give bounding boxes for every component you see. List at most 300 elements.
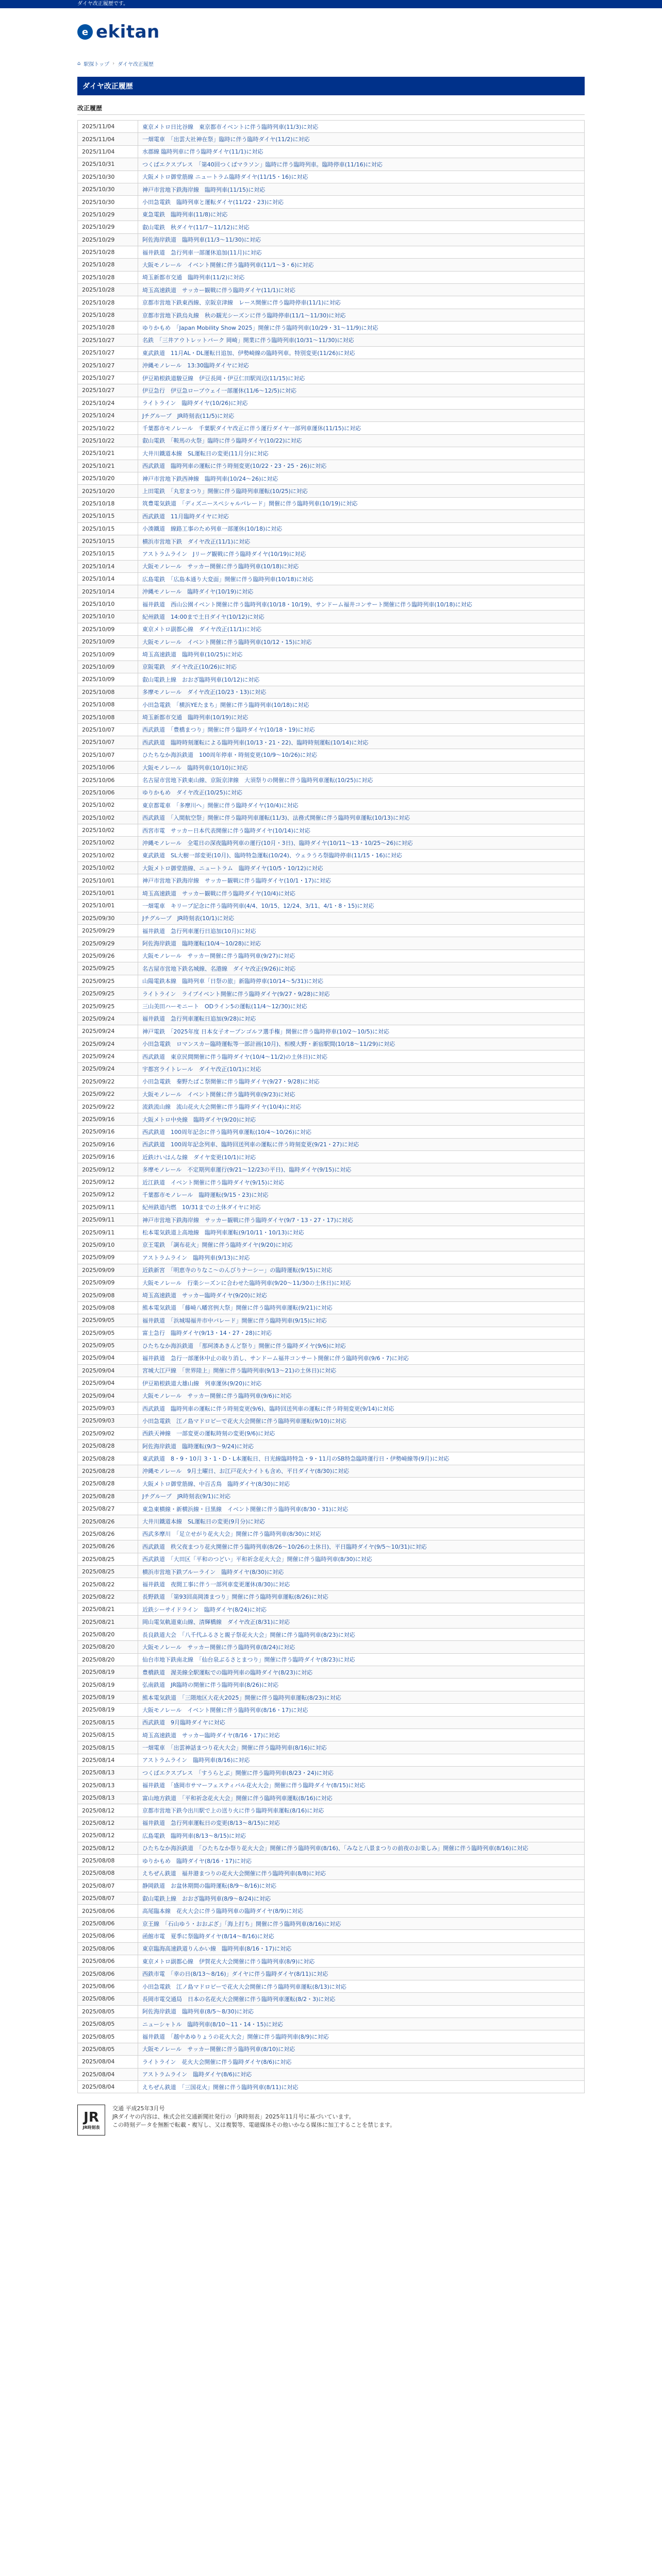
table-row [78, 1515, 585, 1528]
update-description: 紀州鉄道 14:00まで土日ダイヤ(10/12)に対応 [138, 611, 585, 623]
table-row [78, 1075, 585, 1088]
table-row [78, 434, 585, 447]
update-date: 2025/09/04 [78, 1352, 138, 1364]
update-date: 2025/10/29 [78, 221, 138, 233]
table-row [78, 133, 585, 145]
table-row [78, 1955, 585, 1968]
update-date: 2025/08/06 [78, 1917, 138, 1929]
update-description: 福井鉄道 「盛岡市サマーフェスティバル花火大会」開催に伴う臨時ダイヤ(8/15)に対応 [138, 1779, 585, 1791]
update-description: 伊豆急行 伊豆急ロープウェイ一部運休(11/6〜12/5)に対応 [138, 384, 585, 397]
table-row [78, 321, 585, 334]
update-date: 2025/08/19 [78, 1679, 138, 1691]
update-description: 長野鉄道 「第93回高岡湊まつり」開催に伴う臨時列車運転(8/26)に対応 [138, 1590, 585, 1603]
update-date: 2025/09/24 [78, 1025, 138, 1038]
update-description: 神戸市営地下鉄海岸線 サッカー観戦に伴う臨時ダイヤ(10/1・17)に対応 [138, 874, 585, 887]
update-date: 2025/09/12 [78, 1163, 138, 1176]
update-date: 2025/08/12 [78, 1817, 138, 1829]
table-row [78, 1540, 585, 1553]
update-description: 東京メトロ日比谷線 東京都市イベントに伴う臨時列車(11/3)に対応 [138, 121, 585, 133]
table-row [78, 1980, 585, 1992]
update-date: 2025/11/04 [78, 133, 138, 145]
update-date: 2025/10/15 [78, 522, 138, 535]
update-date: 2025/10/15 [78, 548, 138, 560]
table-row [78, 1892, 585, 1905]
update-date: 2025/10/01 [78, 887, 138, 899]
update-description: アストラムライン Jリーグ観戦に伴う臨時ダイヤ(10/19)に対応 [138, 548, 585, 560]
page-title: ダイヤ改正履歴 [77, 77, 585, 95]
table-row [78, 1679, 585, 1691]
update-date: 2025/09/11 [78, 1226, 138, 1239]
table-row [78, 799, 585, 811]
update-description: えちぜん鉄道 福井港まつりの花火大会開催に伴う臨時列車(8/8)に対応 [138, 1867, 585, 1879]
update-description: 東武鉄道 11月AL・DL運転日追加、伊勢崎線の臨時列車。特別変更(11/26)に対応 [138, 347, 585, 359]
update-date: 2025/08/13 [78, 1791, 138, 1804]
table-row [78, 296, 585, 309]
update-date: 2025/10/28 [78, 284, 138, 296]
home-icon: ⌂ [77, 61, 81, 66]
table-row [78, 1100, 585, 1113]
update-description: 大阪モノレール イベント開催に伴う臨時列車(10/12・15)に対応 [138, 636, 585, 648]
table-row [78, 1465, 585, 1477]
update-description: 西武鉄道 臨時時刻運転による臨時列車(10/13・21・22)、臨時時刻運転(10/14)に対応 [138, 736, 585, 749]
update-date: 2025/10/01 [78, 900, 138, 912]
table-row [78, 2068, 585, 2080]
update-date: 2025/09/22 [78, 1088, 138, 1100]
table-row [78, 786, 585, 799]
table-row [78, 1415, 585, 1427]
update-date: 2025/10/08 [78, 698, 138, 710]
update-date: 2025/08/12 [78, 1804, 138, 1817]
table-row [78, 1063, 585, 1075]
update-date: 2025/10/02 [78, 862, 138, 874]
data-notice [77, 2105, 585, 2136]
update-date: 2025/10/02 [78, 824, 138, 836]
update-description: 叡山電鉄上線 おおざ臨時列車(10/12)に対応 [138, 673, 585, 686]
update-date: 2025/10/02 [78, 837, 138, 849]
site-header [0, 8, 662, 56]
table-row [78, 158, 585, 171]
update-date: 2025/10/06 [78, 786, 138, 799]
table-row [78, 233, 585, 246]
table-row [78, 121, 585, 133]
update-description: 福井鉄道 急行列車運行日追加(10月)に対応 [138, 925, 585, 937]
table-row [78, 1553, 585, 1565]
update-date: 2025/09/25 [78, 975, 138, 987]
section-title: 改正履歴 [77, 104, 585, 115]
update-description: 長良鉄道大会 「八千代ふるさと親子祭花火大会」開催に伴う臨時列車(8/23)に対応 [138, 1628, 585, 1640]
table-row [78, 522, 585, 535]
site-logo[interactable] [77, 22, 160, 42]
table-row [78, 221, 585, 233]
table-row [78, 485, 585, 497]
table-row [78, 925, 585, 937]
table-row [78, 2030, 585, 2043]
update-description: 千葉都市モノレール 臨時運転(9/15・23)に対応 [138, 1189, 585, 1201]
update-description: 埼玉高速鉄道 サッカー臨時ダイヤ(8/16・17)に対応 [138, 1729, 585, 1741]
jr-logo-sub: JR時刻表 [82, 2125, 100, 2130]
table-row [78, 1276, 585, 1289]
jr-logo-main: JR [84, 2109, 99, 2125]
update-date: 2025/10/09 [78, 623, 138, 635]
update-date: 2025/10/09 [78, 673, 138, 686]
update-date: 2025/08/26 [78, 1515, 138, 1528]
update-description: 筑豊電気鉄道 「ディズニースペシャルパレード」開催に伴う臨時列車(10/19)に対応 [138, 497, 585, 510]
update-date: 2025/09/16 [78, 1113, 138, 1125]
table-row [78, 686, 585, 698]
update-description: ひたちなか海浜鉄道 「ひたちなか祭り花火大会」開催に伴う臨時列車(8/16)、「みなと八景まつりの前夜のお楽しみ」開催に伴う臨時列車(8/16)に対応 [138, 1842, 585, 1854]
update-date: 2025/09/25 [78, 987, 138, 999]
update-date: 2025/08/12 [78, 1842, 138, 1854]
table-row [78, 1905, 585, 1917]
update-description: 西武多摩川 「足立せがり花火大会」開催に伴う臨時列車(8/30)に対応 [138, 1528, 585, 1540]
update-date: 2025/08/19 [78, 1666, 138, 1679]
update-description: 富山地方鉄道 「平和祈念花火大会」開催に伴う臨時列車運転(8/16)に対応 [138, 1791, 585, 1804]
top-announcement-text: ダイヤ改正履歴です。 [77, 1, 128, 7]
update-date: 2025/08/06 [78, 1905, 138, 1917]
update-date: 2025/10/10 [78, 611, 138, 623]
update-description: 叡山電鉄 「鞍馬の火祭」臨時に伴う臨時ダイヤ(10/22)に対応 [138, 434, 585, 447]
table-row [78, 1490, 585, 1502]
update-description: 広島電鉄 臨時列車(8/13〜8/15)に対応 [138, 1829, 585, 1842]
update-date: 2025/10/02 [78, 811, 138, 824]
table-row [78, 673, 585, 686]
table-row [78, 2056, 585, 2068]
update-date: 2025/10/15 [78, 535, 138, 547]
jr-logo [77, 2105, 105, 2136]
update-description: 埼玉高速鉄道 サッカー臨時ダイヤ(9/20)に対応 [138, 1289, 585, 1301]
update-description: 東急電鉄 臨時列車(11/8)に対応 [138, 208, 585, 221]
update-description: 豊橋鉄道 渥美線全駅運転での臨時列車の臨時ダイヤ(8/23)に対応 [138, 1666, 585, 1679]
update-description: 熊本電気鉄道 「三隈地区大花火2025」開催に伴う臨時列車運転(8/23)に対応 [138, 1691, 585, 1703]
table-row [78, 711, 585, 723]
update-description: 大阪モノレール サッカー開催に伴う臨時列車(8/24)に対応 [138, 1641, 585, 1653]
table-row [78, 1327, 585, 1339]
table-row [78, 145, 585, 158]
update-description: 函館市電 夏季に祭臨時ダイヤ(8/14〜8/16)に対応 [138, 1930, 585, 1942]
table-row [78, 1289, 585, 1301]
update-date: 2025/08/27 [78, 1502, 138, 1515]
table-row [78, 975, 585, 987]
update-date: 2025/08/28 [78, 1465, 138, 1477]
table-row [78, 1578, 585, 1590]
update-description: 近鉄けいはんな線 ダイヤ変更(10/1)に対応 [138, 1151, 585, 1163]
table-row [78, 259, 585, 271]
update-date: 2025/10/28 [78, 296, 138, 309]
update-description: 多摩モノレール ダイヤ改正(10/23・13)に対応 [138, 686, 585, 698]
table-row [78, 862, 585, 874]
update-description: アストラムライン 臨時列車(8/16)に対応 [138, 1754, 585, 1766]
table-row [78, 1163, 585, 1176]
update-description: 埼玉高速鉄道 臨時列車(10/25)に対応 [138, 648, 585, 660]
table-row [78, 1716, 585, 1728]
update-description: 一畑電車 「出雲大社神在祭」臨時に伴う臨時ダイヤ(11/2)に対応 [138, 133, 585, 145]
table-row [78, 937, 585, 950]
table-row [78, 1779, 585, 1791]
update-description: 大阪モノレール 行楽シーズンに合わせた臨時列車(9/20〜11/30の土休日)に対応 [138, 1276, 585, 1289]
table-row [78, 1854, 585, 1867]
update-date: 2025/10/28 [78, 271, 138, 283]
table-row [78, 334, 585, 346]
update-date: 2025/09/22 [78, 1075, 138, 1088]
update-description: 大阪モノレール イベント開催に伴う臨時列車(11/1〜3・6)に対応 [138, 259, 585, 271]
table-row [78, 1767, 585, 1779]
update-date: 2025/10/14 [78, 585, 138, 598]
update-description: 小田急電鉄 江ノ島マドロピーで花火大会開催に伴う臨時列車運転(9/10)に対応 [138, 1415, 585, 1427]
update-date: 2025/08/06 [78, 1955, 138, 1968]
update-date: 2025/09/05 [78, 1339, 138, 1351]
update-date: 2025/10/10 [78, 598, 138, 610]
update-date: 2025/09/11 [78, 1213, 138, 1226]
update-date: 2025/08/04 [78, 2056, 138, 2068]
update-date: 2025/09/24 [78, 1038, 138, 1050]
table-row [78, 736, 585, 749]
update-date: 2025/08/20 [78, 1628, 138, 1640]
update-description: 神戸市営地下鉄海岸線 臨時列車(11/15)に対応 [138, 183, 585, 195]
update-date: 2025/08/05 [78, 2005, 138, 2018]
update-description: 福井鉄道 「越中あゆりょうの花火大会」開催に伴う臨時列車(8/9)に対応 [138, 2030, 585, 2043]
update-date: 2025/09/16 [78, 1138, 138, 1150]
update-date: 2025/09/24 [78, 1063, 138, 1075]
table-row [78, 2043, 585, 2055]
table-row [78, 1113, 585, 1125]
table-row [78, 1968, 585, 1980]
table-row [78, 1050, 585, 1062]
update-description: 近江鉄道 イベント開催に伴う臨時ダイヤ(9/15)に対応 [138, 1176, 585, 1188]
update-date: 2025/08/05 [78, 2043, 138, 2055]
update-date: 2025/08/07 [78, 1879, 138, 1892]
notice-line: JRダイヤの内容は、株式会社交通新聞社発行の「JR時刻表」2025年11月号に基づいています。 [112, 2113, 355, 2121]
update-description: 神戸市営地下鉄海岸線 サッカー観戦に伴う臨時ダイヤ(9/7・13・27・17)に対応 [138, 1213, 585, 1226]
update-description: 西武鉄道 「豊橋まつり」開催に伴う臨時ダイヤ(10/18・19)に対応 [138, 723, 585, 736]
update-description: ゆりかもめ ダイヤ改正(10/25)に対応 [138, 786, 585, 799]
update-date: 2025/10/07 [78, 736, 138, 749]
table-row [78, 912, 585, 924]
table-row [78, 698, 585, 710]
table-row [78, 824, 585, 836]
update-date: 2025/10/28 [78, 246, 138, 258]
update-date: 2025/08/15 [78, 1729, 138, 1741]
update-description: 埼玉高速鉄道 サッカー観戦に伴う臨時ダイヤ(10/4)に対応 [138, 887, 585, 899]
table-row [78, 510, 585, 522]
table-row [78, 874, 585, 887]
update-description: 東京メトロ副都心線 ダイヤ改正(11/1)に対応 [138, 623, 585, 635]
update-description: 大阪モノレール イベント開催に伴う臨時列車(8/16・17)に対応 [138, 1704, 585, 1716]
update-date: 2025/10/27 [78, 334, 138, 346]
update-description: 東京メトロ副都心線 伊賀花火大会開催に伴う臨時列車(8/9)に対応 [138, 1955, 585, 1968]
table-row [78, 1301, 585, 1314]
update-description: 西鉄天神線 一部変更の運転時刻の変更(9/6)に対応 [138, 1427, 585, 1439]
update-date: 2025/09/26 [78, 950, 138, 962]
update-description: 大阪モノレール イベント開催に伴う臨時列車(9/23)に対応 [138, 1088, 585, 1100]
update-description: ひたちなか海浜鉄道 100周年停車・時刻変更(10/9〜10/26)に対応 [138, 749, 585, 761]
update-description: 高尾臨本線 花火大会に伴う臨時列車の臨時ダイヤ(8/9)に対応 [138, 1905, 585, 1917]
update-description: つくばエクスプレス 「すうらとぶ」開催に伴う臨時列車(8/23・24)に対応 [138, 1767, 585, 1779]
update-date: 2025/09/16 [78, 1126, 138, 1138]
update-description: 大阪メトロ御堂筋線、ニュートラム 臨時ダイヤ(10/5・10/12)に対応 [138, 862, 585, 874]
update-description: 京都市営地下鉄烏丸線 秋の観光シーズンに伴う臨時停車(11/1〜11/30)に対応 [138, 309, 585, 321]
update-description: 名古屋市営地下鉄東山線、京阪京津線 大須祭りの開催に伴う臨時列車運転(10/25)に対応 [138, 774, 585, 786]
update-description: 埼玉高速鉄道 サッカー観戦に伴う臨時ダイヤ(11/1)に対応 [138, 284, 585, 296]
logo-text: ekitan [96, 22, 160, 42]
update-description: 叡山電鉄 秋ダイヤ(11/7〜11/12)に対応 [138, 221, 585, 233]
update-date: 2025/08/28 [78, 1490, 138, 1502]
update-date: 2025/09/29 [78, 925, 138, 937]
table-row [78, 1502, 585, 1515]
table-row [78, 1213, 585, 1226]
update-description: 京都市営地下鉄東西線、京阪京津線 レース開催に伴う臨時停車(11/1)に対応 [138, 296, 585, 309]
table-row [78, 573, 585, 585]
update-description: 西鉄市電 「幸の日(8/13〜8/16)」ダイヤに伴う臨時ダイヤ(8/11)に対応 [138, 1968, 585, 1980]
update-description: 埼玉新都市交通 臨時列車(10/19)に対応 [138, 711, 585, 723]
update-description: 弘南鉄道 JR臨時の開催に伴う臨時列車(8/26)に対応 [138, 1679, 585, 1691]
update-description: ライトライン 花火大会開催に伴う臨時ダイヤ(8/6)に対応 [138, 2056, 585, 2068]
update-description: 大阪モノレール サッカー開催に伴う臨時列車(9/27)に対応 [138, 950, 585, 962]
update-date: 2025/09/16 [78, 1151, 138, 1163]
update-description: 小田急電鉄 臨時列車と運転ダイヤ(11/22・23)に対応 [138, 196, 585, 208]
update-date: 2025/10/28 [78, 309, 138, 321]
update-description: 東京都電車 「多摩川へ」開催に伴う臨時ダイヤ(10/4)に対応 [138, 799, 585, 811]
update-description: 沖縄モノレール 9月土曜日、お江戸花火ナイトも含め、平日ダイヤ(8/30)に対応 [138, 1465, 585, 1477]
table-row [78, 271, 585, 283]
table-row [78, 1389, 585, 1402]
table-row [78, 1189, 585, 1201]
table-row [78, 472, 585, 484]
update-date: 2025/10/27 [78, 371, 138, 384]
update-date: 2025/08/28 [78, 1478, 138, 1490]
table-row [78, 183, 585, 195]
update-date: 2025/08/08 [78, 1854, 138, 1867]
table-row [78, 1741, 585, 1754]
update-description: 東急東横線・新横浜線・目黒線 イベント開催に伴う臨時列車(8/30・31)に対応 [138, 1502, 585, 1515]
logo-mark-icon: e [77, 24, 93, 40]
update-description: 阿佐海岸鉄道 臨時列車(8/5〜8/30)に対応 [138, 2005, 585, 2018]
update-date: 2025/10/27 [78, 359, 138, 371]
update-date: 2025/08/05 [78, 2018, 138, 2030]
table-row [78, 1478, 585, 1490]
update-description: ニューシャトル 臨時列車(8/10〜11・14・15)に対応 [138, 2018, 585, 2030]
update-description: 宮城大江戸線 「世界陸上」開催に伴う臨時列車(9/13〜21)の土休日)に対応 [138, 1364, 585, 1377]
table-row [78, 1691, 585, 1703]
update-description: 名鉄 「三井アウトレットパーク 岡崎」開業に伴う臨時列車(10/31〜11/30)に対応 [138, 334, 585, 346]
update-date: 2025/10/22 [78, 422, 138, 434]
update-date: 2025/09/05 [78, 1327, 138, 1339]
update-description: 長岡市電交通局 日本の名花火大会開催に伴う臨時列車運転(8/2・3)に対応 [138, 1993, 585, 2005]
update-date: 2025/08/14 [78, 1754, 138, 1766]
table-row [78, 347, 585, 359]
update-date: 2025/10/24 [78, 409, 138, 421]
update-date: 2025/09/09 [78, 1264, 138, 1276]
update-description: 横浜市営地下鉄ブルーライン 臨時ダイヤ(8/30)に対応 [138, 1565, 585, 1578]
update-date: 2025/10/20 [78, 485, 138, 497]
update-description: 西武鉄道 「入間航空祭」開催に伴う臨時列車運転(11/3)、法務式開催に伴う臨時列車運転(10/13)に対応 [138, 811, 585, 824]
update-date: 2025/09/09 [78, 1276, 138, 1289]
update-description: ひたちなか海浜鉄道 「那珂湊あきんど祭り」開催に伴う臨時ダイヤ(9/6)に対応 [138, 1339, 585, 1351]
update-description: 福井鉄道 急行列車運転日の変更(8/13〜8/15)に対応 [138, 1817, 585, 1829]
update-date: 2025/10/08 [78, 711, 138, 723]
table-row [78, 987, 585, 999]
table-row [78, 598, 585, 610]
update-date: 2025/09/12 [78, 1176, 138, 1188]
update-date: 2025/08/21 [78, 1603, 138, 1616]
table-row [78, 1993, 585, 2005]
table-row [78, 196, 585, 208]
table-row [78, 1817, 585, 1829]
update-description: 岡山電気軌道東山線、清輝橋線 ダイヤ改正(8/31)に対応 [138, 1616, 585, 1628]
update-description: ライトライン 臨時ダイヤ(10/26)に対応 [138, 397, 585, 409]
table-row [78, 1352, 585, 1364]
update-description: 西武鉄道 臨時列車の運転に伴う時刻変更(10/22・23・25・26)に対応 [138, 460, 585, 472]
table-row [78, 1339, 585, 1351]
update-date: 2025/10/09 [78, 660, 138, 673]
table-row [78, 811, 585, 824]
table-row [78, 749, 585, 761]
update-description: 水郡線 臨時列車に伴う臨時ダイヤ(11/1)に対応 [138, 145, 585, 158]
update-date: 2025/09/12 [78, 1189, 138, 1201]
table-row [78, 171, 585, 183]
update-date: 2025/08/06 [78, 1993, 138, 2005]
update-date: 2025/10/28 [78, 321, 138, 334]
update-date: 2025/09/09 [78, 1251, 138, 1264]
table-row [78, 1729, 585, 1741]
update-date: 2025/10/09 [78, 636, 138, 648]
update-description: 西武鉄道 100周年記念列車、臨時回送列車の運転に伴う時刻変更(9/21・27)に対応 [138, 1138, 585, 1150]
update-description: 沖縄モノレール 全電日の深夜臨時列車の運行(10月・3日)、臨時ダイヤ(10/11〜13・10/25〜26)に対応 [138, 837, 585, 849]
update-date: 2025/10/20 [78, 472, 138, 484]
table-row [78, 962, 585, 975]
breadcrumb-home-link[interactable]: 駅探トップ [84, 62, 110, 67]
table-row [78, 397, 585, 409]
update-description: 神戸電鉄 「2025年度 日本女子オープンゴルフ選手権」開催に伴う臨時停車(10/2〜10/5)に対応 [138, 1025, 585, 1038]
update-date: 2025/10/30 [78, 171, 138, 183]
update-date: 2025/08/06 [78, 1968, 138, 1980]
table-row [78, 1603, 585, 1616]
update-description: 千葉都市モノレール 千葉駅ダイヤ改正に伴う運行ダイヤ一部列車運休(11/15)に対応 [138, 422, 585, 434]
update-date: 2025/10/14 [78, 573, 138, 585]
update-description: 上田電鉄 「丸窓まつり」開催に伴う臨時列車運転(10/25)に対応 [138, 485, 585, 497]
update-description: 大阪メトロ御堂筋線、中百舌鳥 臨時ダイヤ(8/30)に対応 [138, 1478, 585, 1490]
update-description: 紀州鉄道内燃 10/31までの土休ダイヤに対応 [138, 1201, 585, 1213]
update-description: 小田急電鉄 「横浜YEたまち」開催に伴う臨時列車(10/18)に対応 [138, 698, 585, 710]
top-announcement-bar [0, 0, 662, 8]
update-date: 2025/09/10 [78, 1239, 138, 1251]
update-description: 大阪モノレール サッカー開催に伴う臨時列車(9/6)に対応 [138, 1389, 585, 1402]
table-row [78, 1176, 585, 1188]
update-date: 2025/10/27 [78, 384, 138, 397]
main-content [77, 77, 585, 2093]
table-row [78, 1666, 585, 1679]
update-description: 大阪メトロ中央線 臨時ダイヤ(9/20)に対応 [138, 1113, 585, 1125]
table-row [78, 1126, 585, 1138]
update-date: 2025/09/24 [78, 1012, 138, 1025]
update-date: 2025/09/04 [78, 1364, 138, 1377]
update-date: 2025/10/07 [78, 723, 138, 736]
update-description: 大阪モノレール 臨時列車(10/10)に対応 [138, 761, 585, 773]
update-description: 富士急行 臨時ダイヤ(9/13・14・27・28)に対応 [138, 1327, 585, 1339]
update-description: 大井川鐵道本線 SL運転日の変更(9月分)に対応 [138, 1515, 585, 1528]
update-description: 松本電気鉄道上高地線 臨時列車運転(9/10/11・10/13)に対応 [138, 1226, 585, 1239]
update-date: 2025/09/25 [78, 962, 138, 975]
table-row [78, 774, 585, 786]
table-row [78, 1804, 585, 1817]
table-row [78, 1151, 585, 1163]
table-row [78, 1528, 585, 1540]
update-date: 2025/10/22 [78, 434, 138, 447]
update-description: 沖縄モノレール 13:30臨時ダイヤに対応 [138, 359, 585, 371]
update-description: 静岡鉄道 お盆休期間の臨時運転(8/9〜8/16)に対応 [138, 1879, 585, 1892]
table-row [78, 1704, 585, 1716]
update-description: 一畑電車 キリーブ記念に伴う臨時列車(4/4、10/15、12/24、3/11、4/1・8・15)に対応 [138, 900, 585, 912]
update-date: 2025/08/08 [78, 1867, 138, 1879]
